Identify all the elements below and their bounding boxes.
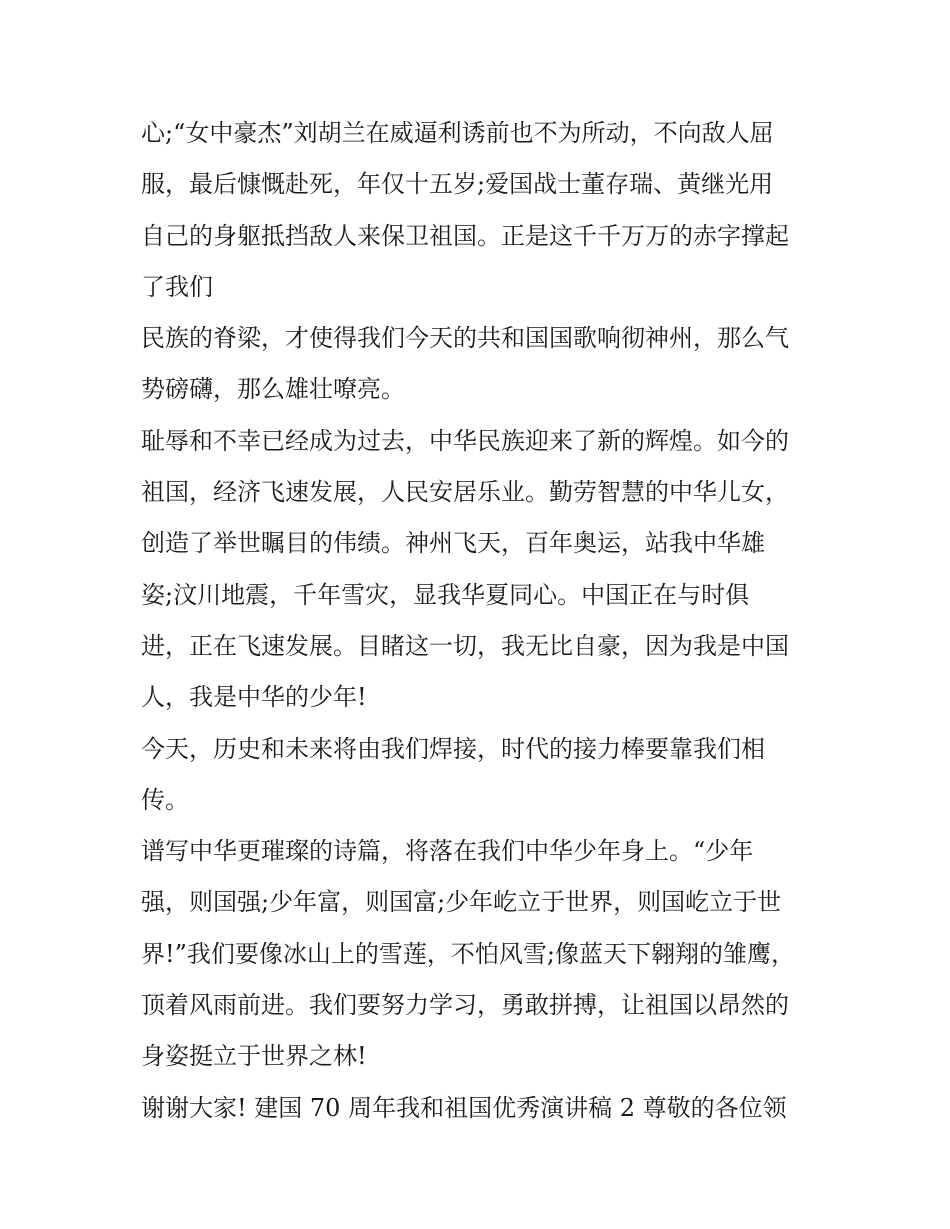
text-line-7: 耻辱和不幸已经成为过去，中华民族迎来了新的辉煌。如今的	[141, 426, 789, 455]
text-line-5: 民族的脊梁，才使得我们今天的共和国国歌响彻神州，那么气	[141, 324, 789, 353]
text-line-3: 自己的身躯抵挡敌人来保卫祖国。正是这千千万万的赤字撑起	[141, 221, 789, 250]
text-line-16: 强，则国强;少年富，则国富;少年屹立于世界，则国屹立于世	[141, 888, 782, 917]
text-line-11: 进，正在飞速发展。目睹这一切，我无比自豪，因为我是中国	[141, 631, 789, 660]
text-line-13: 今天，历史和未来将由我们焊接，时代的接力棒要靠我们相	[141, 734, 765, 763]
text-line-20: 谢谢大家! 建国 70 周年我和祖国优秀演讲稿 2 尊敬的各位领	[141, 1093, 787, 1122]
text-line-19: 身姿挺立于世界之林!	[141, 1042, 367, 1071]
text-line-1: 心;“女中豪杰”刘胡兰在威逼利诱前也不为所动，不向敌人屈	[141, 119, 774, 147]
text-line-17: 界!”我们要像冰山上的雪莲，不怕风雪;像蓝天下翱翔的雏鹰，	[141, 939, 795, 968]
text-line-10: 姿;汶川地震，千年雪灾，显我华夏同心。中国正在与时俱	[141, 580, 750, 609]
text-line-8: 祖国，经济飞速发展，人民安居乐业。勤劳智慧的中华儿女，	[141, 478, 789, 507]
text-line-6: 势磅礴，那么雄壮嘹亮。	[141, 375, 405, 404]
text-line-15: 谱写中华更璀璨的诗篇，将落在我们中华少年身上。“少年	[141, 837, 754, 866]
text-line-12: 人，我是中华的少年!	[141, 683, 367, 712]
text-line-4: 了我们	[141, 272, 213, 301]
text-line-18: 顶着风雨前进。我们要努力学习，勇敢拼搏，让祖国以昂然的	[141, 991, 789, 1020]
speech-text-block	[141, 108, 821, 1134]
text-line-2: 服，最后慷慨赴死，年仅十五岁;爱国战士董存瑞、黄继光用	[141, 170, 774, 199]
text-line-9: 创造了举世瞩目的伟绩。神州飞天，百年奥运，站我中华雄	[141, 529, 765, 558]
text-line-14: 传。	[141, 785, 189, 814]
